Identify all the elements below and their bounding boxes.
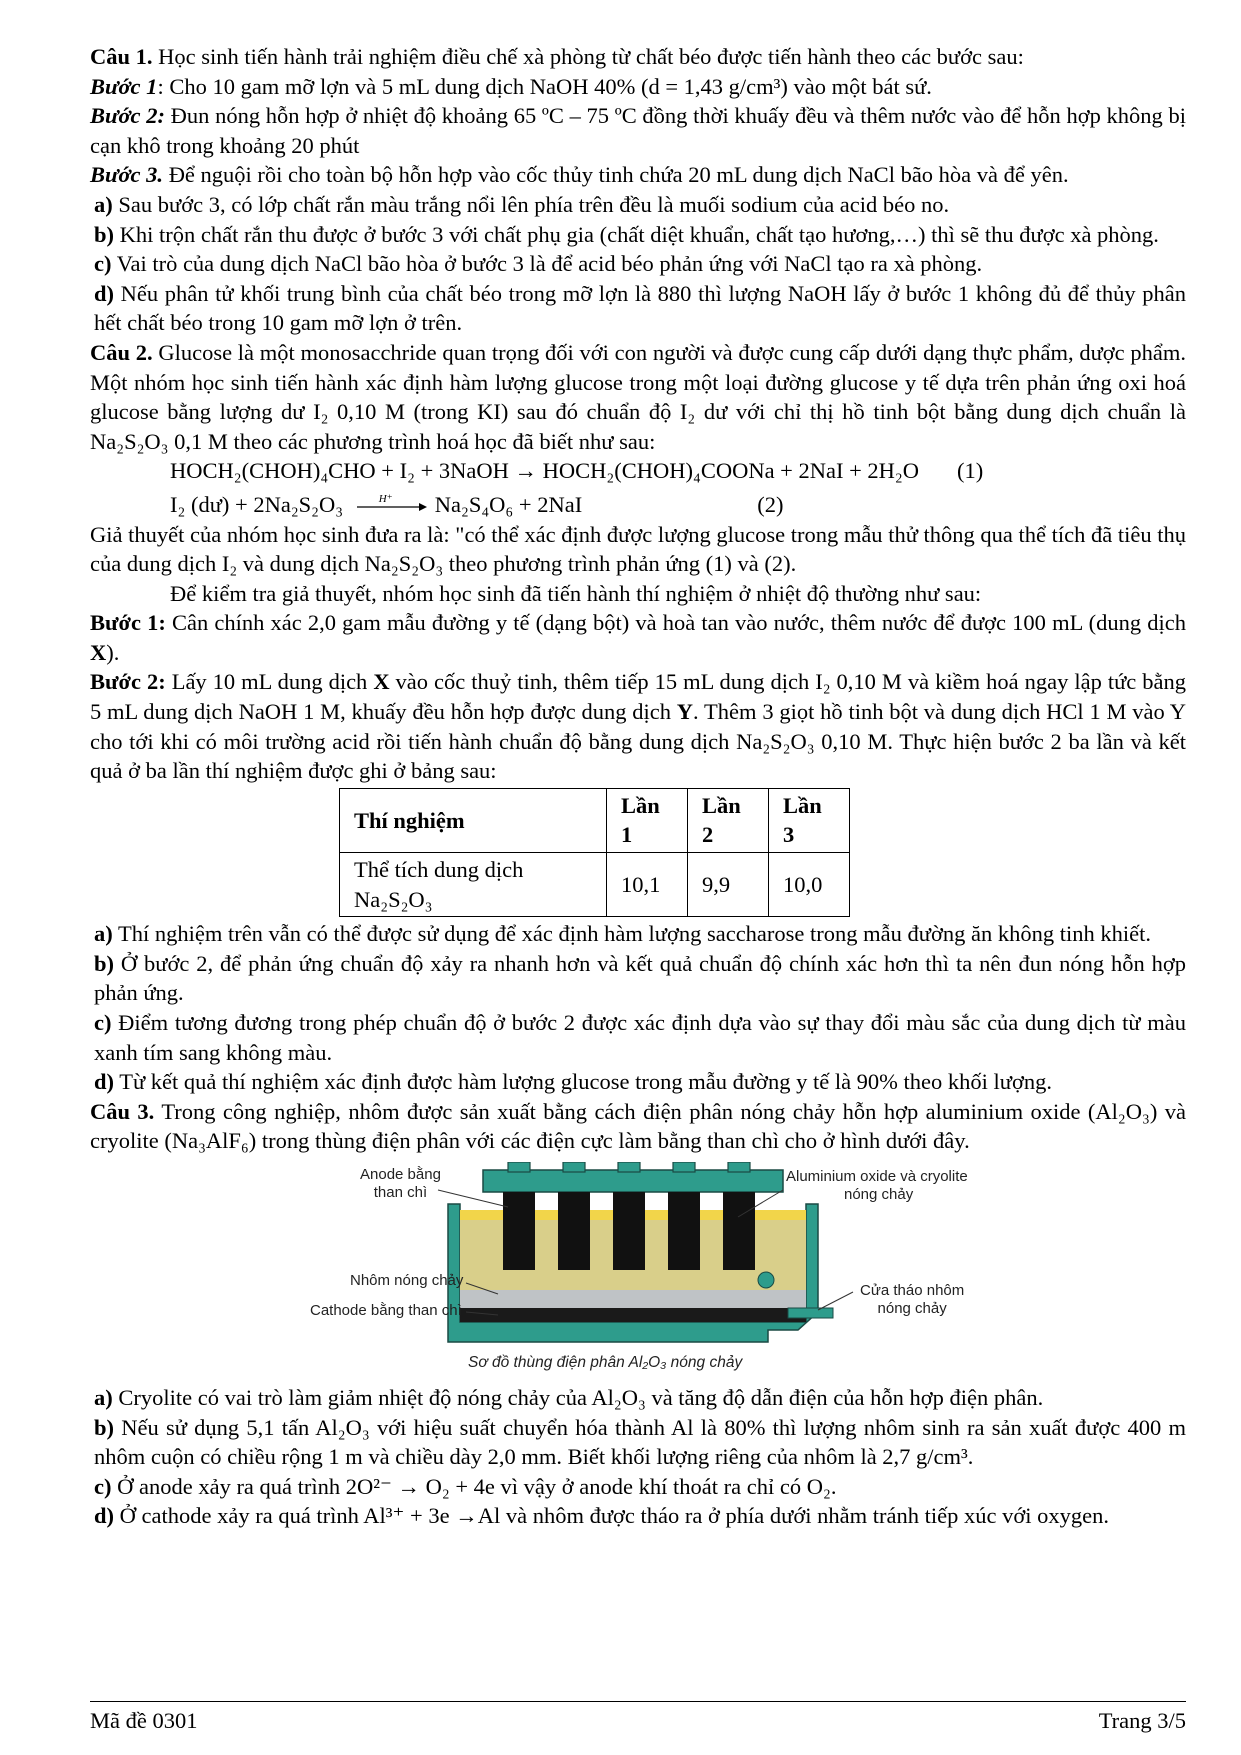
table-row-label: Thể tích dung dịch Na₂S₂O₃ bbox=[340, 853, 607, 917]
table-header-row bbox=[340, 788, 850, 852]
q3-option-c: c) Ở anode xảy ra quá trình 2O²⁻ → O₂ + 4e vì vậy ở anode khí thoát ra chỉ có O₂. bbox=[94, 1473, 837, 1499]
figure-caption: Sơ đồ thùng điện phân Al₂O₃ nóng chảy bbox=[468, 1353, 743, 1371]
page-number: Trang 3/5 bbox=[1098, 1708, 1186, 1733]
footer-divider bbox=[90, 1701, 1186, 1702]
q2-step1: Bước 1: Cân chính xác 2,0 gam mẫu đường y tế (dạng bột) và hoà tan vào nước, thêm nước để được 100 mL (dung dịch X). bbox=[90, 610, 1186, 665]
q1-step3: Bước 3. Để nguội rồi cho toàn bộ hỗn hợp vào cốc thủy tinh chứa 20 mL dung dịch NaCl bão hòa và để yên. bbox=[90, 162, 1069, 188]
q1-option-c: c) Vai trò của dung dịch NaCl bão hòa ở bước 3 là để acid béo phản ứng với NaCl tạo ra xà phòng. bbox=[94, 251, 983, 277]
q3-intro: Câu 3. Trong công nghiệp, nhôm được sản xuất bằng cách điện phân nóng chảy hỗn hợp aluminium oxide (Al₂O₃) và cryolite (Na₃AlF₆) trong thùng điện phân với các điện cực làm bằng than chì cho ở hình dưới đây. bbox=[90, 1098, 1187, 1154]
q2-option-c: c) Điểm tương đương trong phép chuẩn độ ở bước 2 được xác định dựa vào sự thay đổi màu sắc của dung dịch từ màu xanh tím sang không màu. bbox=[94, 1010, 1186, 1065]
melt-label: Aluminium oxide và cryolite nóng chảy bbox=[786, 1167, 968, 1203]
electrolysis-diagram bbox=[298, 1162, 978, 1377]
q1-step1: Bước 1: Cho 10 gam mỡ lợn và 5 mL dung dịch NaOH 40% (d = 1,43 g/cm³) vào một bát sứ. bbox=[90, 73, 932, 99]
q2-equation-2: I₂ (dư) + 2Na₂S₂O₃ H⁺ Na₂S₄O₆ + 2NaI (2) bbox=[170, 491, 784, 517]
q3-option-d: d) Ở cathode xảy ra quá trình Al³⁺ + 3e →Al và nhôm được tháo ra ở phía dưới nhằm tránh tiếp xúc với oxygen. bbox=[94, 1503, 1109, 1529]
q2-equation-1: HOCH₂(CHOH)₄CHO + I₂ + 3NaOH → HOCH₂(CHOH)₄COONa + 2NaI + 2H₂O (1) bbox=[170, 458, 984, 484]
exam-page bbox=[90, 42, 1186, 1531]
table-header-cell: Lần 1 bbox=[607, 788, 688, 852]
q3-option-a: a) Cryolite có vai trò làm giảm nhiệt độ nóng chảy của Al₂O₃ và tăng độ dẫn điện của hỗn hợp điện phân. bbox=[94, 1384, 1044, 1410]
table-cell: 9,9 bbox=[688, 853, 769, 917]
q2-option-d: d) Từ kết quả thí nghiệm xác định được hàm lượng glucose trong mẫu đường y tế là 90% theo khối lượng. bbox=[94, 1069, 1053, 1095]
exam-code: Mã đề 0301 bbox=[90, 1708, 198, 1733]
table-cell: 10,0 bbox=[769, 853, 850, 917]
q1-intro: Câu 1. Học sinh tiến hành trải nghiệm điều chế xà phòng từ chất béo được tiến hành theo các bước sau: bbox=[90, 44, 1024, 69]
reaction-arrow: H⁺ bbox=[357, 497, 427, 517]
anode-label: Anode bằng than chì bbox=[360, 1165, 441, 1201]
table-header-cell: Lần 2 bbox=[688, 788, 769, 852]
cathode-label: Cathode bằng than chì bbox=[310, 1301, 462, 1319]
q3-option-b: b) Nếu sử dụng 5,1 tấn Al₂O₃ với hiệu suất chuyển hóa thành Al là 80% thì lượng nhôm sinh ra sản xuất được 400 m nhôm cuộn có chiều rộng 1 m và chiều dày 2,0 mm. Biết khối lượng riêng của nhôm là 2,7 g/cm³. bbox=[94, 1414, 1186, 1470]
titration-table bbox=[339, 788, 850, 917]
q2-check: Để kiểm tra giả thuyết, nhóm học sinh đã tiến hành thí nghiệm ở nhiệt độ thường như sau: bbox=[170, 580, 982, 606]
table-header-cell: Thí nghiệm bbox=[340, 788, 607, 852]
table-cell: 10,1 bbox=[607, 853, 688, 917]
table-row bbox=[340, 853, 850, 917]
arrow-icon bbox=[357, 499, 427, 519]
q2-option-b: b) Ở bước 2, để phản ứng chuẩn độ xảy ra nhanh hơn và kết quả chuẩn độ chính xác hơn thì ta nên đun nóng hỗn hợp phản ứng. bbox=[94, 950, 1186, 1006]
q2-step2: Bước 2: Lấy 10 mL dung dịch X vào cốc thuỷ tinh, thêm tiếp 15 mL dung dịch I₂ 0,10 M và kiềm hoá ngay lập tức bằng 5 mL dung dịch NaOH 1 M, khuấy đều hỗn hợp được dung dịch Y. Thêm 3 giọt hồ tinh bột và dung dịch HCl 1 M vào Y cho tới khi có môi trường acid rồi tiến hành chuẩn độ bằng dung dịch Na₂S₂O₃ 0,10 M. Thực hiện bước 2 ba lần và kết quả ở ba lần thí nghiệm được ghi ở bảng sau: bbox=[90, 669, 1186, 784]
tap-label: Cửa tháo nhôm nóng chảy bbox=[860, 1281, 965, 1317]
molten-aluminium-label: Nhôm nóng chảy bbox=[350, 1271, 464, 1289]
q2-intro: Câu 2. Glucose là một monosacchride quan trọng đối với con người và được cung cấp dưới dạng thực phẩm, dược phẩm. Một nhóm học sinh tiến hành xác định hàm lượng glucose trong một loại đường glucose y tế dựa trên phản ứng oxi hoá glucose bằng lượng dư I₂ 0,10 M (trong KI) sau đó chuẩn độ I₂ dư với chỉ thị hồ tinh bột bằng dung dịch chuẩn là Na₂S₂O₃ 0,1 M theo các phương trình hoá học đã biết như sau: bbox=[90, 339, 1186, 454]
q2-hypothesis: Giả thuyết của nhóm học sinh đưa ra là: "có thể xác định được lượng glucose trong mẫu thử thông qua thể tích đã tiêu thụ của dung dịch I₂ và dung dịch Na₂S₂O₃ theo phương trình phản ứng (1) và (2). bbox=[90, 521, 1186, 577]
q1-option-d: d) Nếu phân tử khối trung bình của chất béo trong mỡ lợn là 880 thì lượng NaOH lấy ở bước 1 không đủ để thủy phân hết chất béo trong 10 gam mỡ lợn ở trên. bbox=[94, 280, 1186, 336]
q2-option-a: a) Thí nghiệm trên vẫn có thể được sử dụng để xác định hàm lượng saccharose trong mẫu đường ăn không tinh khiết. bbox=[94, 921, 1151, 947]
q1-option-b: b) Khi trộn chất rắn thu được ở bước 3 với chất phụ gia (chất diệt khuẩn, chất tạo hương,…) thì sẽ thu được xà phòng. bbox=[94, 221, 1159, 247]
q1-option-a: a) Sau bước 3, có lớp chất rắn màu trắng nổi lên phía trên đều là muối sodium của acid béo no. bbox=[94, 191, 950, 217]
q1-step2: Bước 2: Đun nóng hỗn hợp ở nhiệt độ khoảng 65 ºC – 75 ºC đồng thời khuấy đều và thêm nước vào để hỗn hợp không bị cạn khô trong khoảng 20 phút bbox=[90, 103, 1186, 158]
table-header-cell: Lần 3 bbox=[769, 788, 850, 852]
